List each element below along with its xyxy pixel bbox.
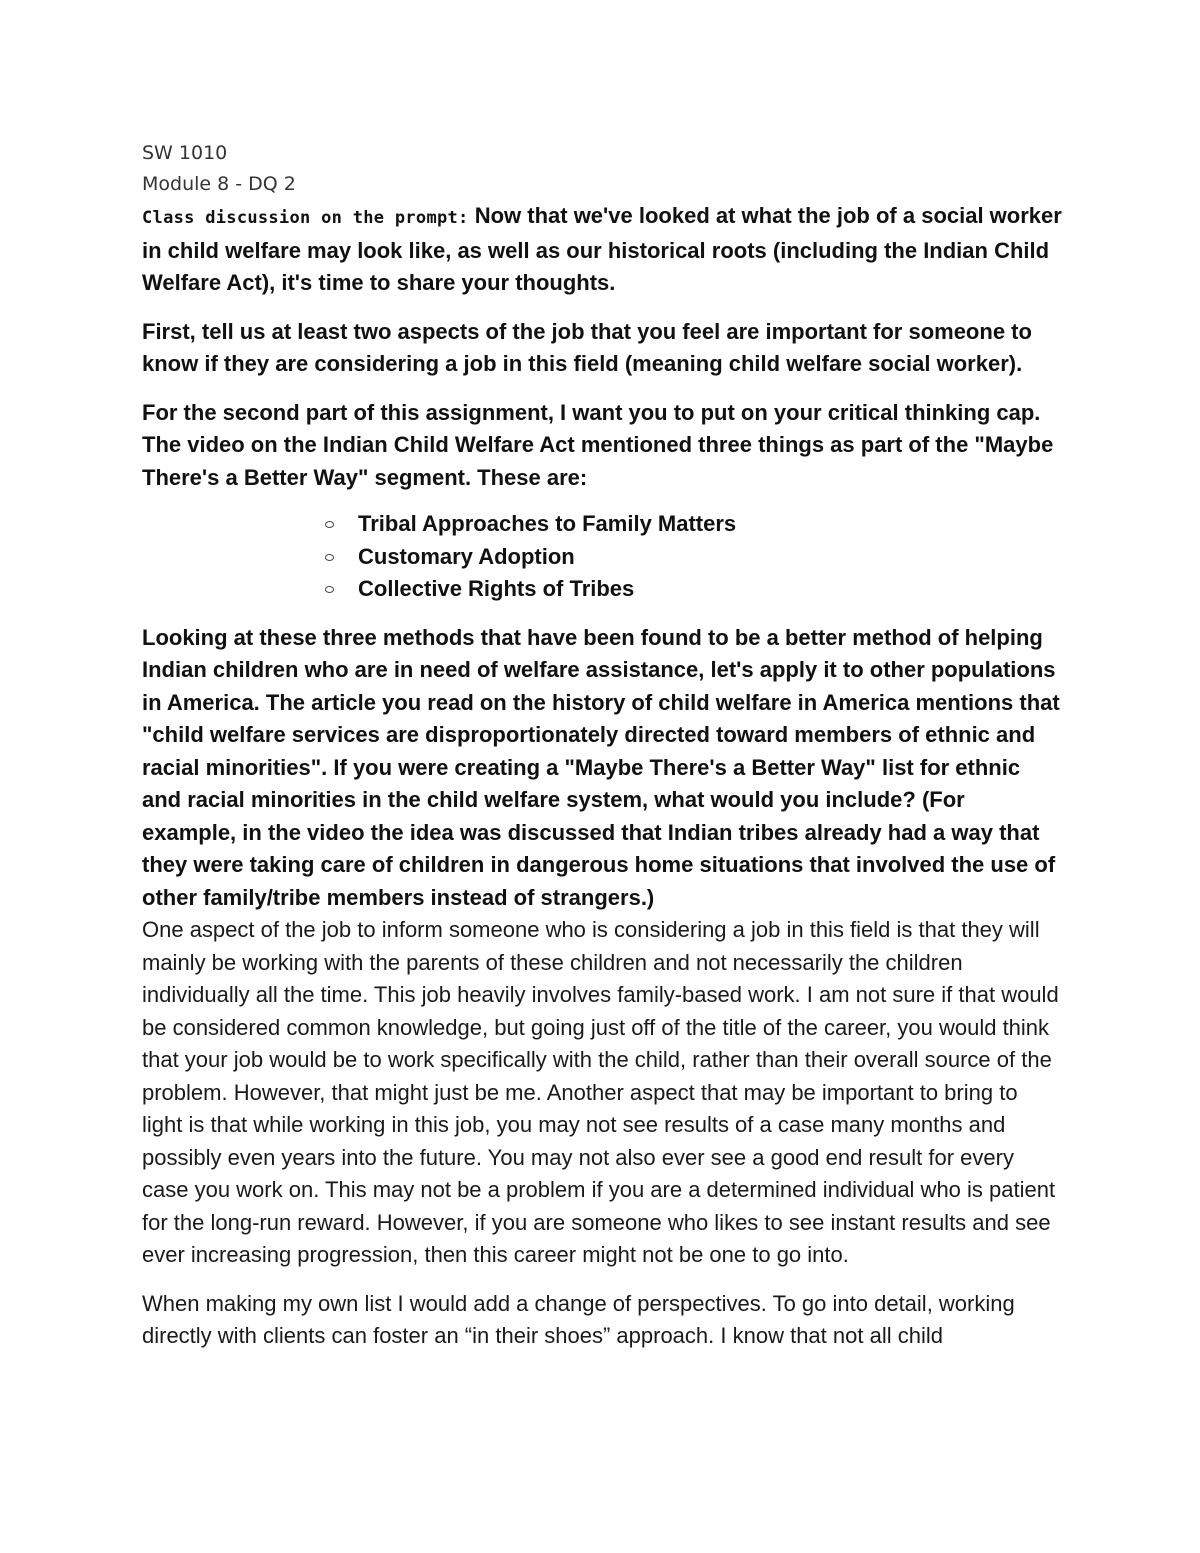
hollow-bullet-icon xyxy=(325,521,334,528)
response-paragraph-two: When making my own list I would add a change of perspectives. To go into detail, working directly with clients can foster an “in their shoes” approach. I know that not all child xyxy=(142,1290,1015,1348)
hollow-bullet-icon xyxy=(325,586,334,593)
module-title: Module 8 - DQ 2 xyxy=(142,173,296,195)
prompt-intro-text: Now that we've looked at what the job of a social worker in child welfare may look like, as well as our historical roots (including the Indian Child Welfare Act), it's time to share your thoughts. xyxy=(142,203,1062,295)
methods-list xyxy=(142,508,1062,606)
prompt-label: Class discussion on the prompt: xyxy=(142,208,469,228)
method-label: Tribal Approaches to Family Matters xyxy=(358,511,737,536)
list-item xyxy=(322,541,1062,574)
list-item xyxy=(322,573,1062,606)
prompt-followup: Looking at these three methods that have been found to be a better method of helping Indian children who are in need of welfare assistance, let's apply it to other populations in America. The article you read on the history of child welfare in America mentions that "child welfare services are disproportionately directed toward members of ethnic and racial minorities". If you were creating a "Maybe There's a Better Way" list for ethnic and racial minorities in the child welfare system, what would you include? (For example, in the video the idea was discussed that Indian tribes already had a way that they were taking care of children in dangerous home situations that involved the use of other family/tribe members instead of strangers.) xyxy=(142,624,1060,910)
document-page xyxy=(142,138,1062,1353)
response-paragraph-one: One aspect of the job to inform someone who is considering a job in this field is that they will mainly be working with the parents of these children and not necessarily the children individually all the time. This job heavily involves family-based work. I am not sure if that would be considered common knowledge, but going just off of the title of the career, you would think that your job would be to work specifically with the child, rather than their overall source of the problem. However, that might just be me. Another aspect that may be important to bring to light is that while working in this job, you may not see results of a case many months and possibly even years into the future. You may not also ever see a good end result for every case you work on. This may not be a problem if you are a determined individual who is patient for the long-run reward. However, if you are someone who likes to see instant results and see ever increasing progression, then this career might not be one to go into. xyxy=(142,917,1059,1267)
list-item xyxy=(322,508,1062,541)
prompt-part-two: For the second part of this assignment, I want you to put on your critical thinking cap. The video on the Indian Child Welfare Act mentioned three things as part of the "Maybe There's a Better Way" segment. These are: xyxy=(142,399,1054,490)
prompt-intro-paragraph xyxy=(142,200,1062,300)
method-label: Customary Adoption xyxy=(358,543,575,569)
hollow-bullet-icon xyxy=(325,554,334,561)
prompt-part-one: First, tell us at least two aspects of the job that you feel are important for someone to know if they are considering a job in this field (meaning child welfare social worker). xyxy=(142,318,1032,376)
method-label: Collective Rights of Tribes xyxy=(358,576,635,601)
course-code: SW 1010 xyxy=(142,142,228,164)
